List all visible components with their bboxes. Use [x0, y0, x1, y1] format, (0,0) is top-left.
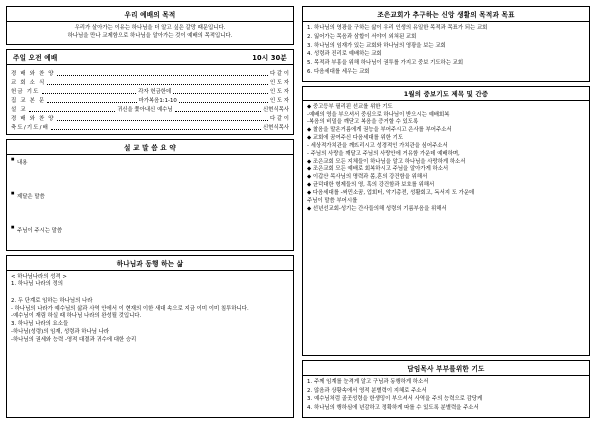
walking-item: 3. 하나님 나라의 요소들: [11, 320, 69, 327]
service-item-leader: 인 도 자: [269, 88, 290, 95]
prayer-topics-title: 1월의 중보기도 제목 및 간증: [303, 87, 589, 101]
sunday-service-box: [6, 49, 294, 135]
goal-text: 목적과 부흥을 위해 하나님이 권투를 가지고 중보 기도하는 교회: [314, 60, 464, 67]
service-item-leader: 다 같 이: [269, 115, 289, 122]
leader-dots: [51, 122, 261, 130]
service-item-leader: 다 같 이: [269, 70, 289, 77]
goal-text: 다음세대를 세우는 교회: [314, 68, 370, 75]
pastor-prayer-text: 않음과 상황속에서 영적 분별력이 지혜로 주소서: [314, 387, 427, 394]
service-row: [11, 104, 289, 113]
walking-with-god-body: [7, 271, 293, 348]
prayer-topics-body: [303, 101, 589, 217]
worship-purpose-line-1: 우리가 살아가는 이유는 하나님을 더 알고 싶은 갈망 때문입니다.: [74, 25, 226, 31]
sermon-summary-body: [7, 155, 293, 250]
service-item-leader: 신현식목사: [262, 106, 290, 113]
prayer-item: - 세상적가치관을 깨뜨리시고 성경적인 가치관을 심어주소서: [307, 142, 448, 149]
list-item: 2. 잃어가는 목음과 삼합이 서야이 외쳐된 교회: [307, 33, 417, 40]
worship-purpose-title: 우리 예배의 목적: [7, 7, 293, 22]
service-item-leader: 인 도 자: [269, 79, 289, 86]
sermon-field-label: ■ 주님이 주시는 말씀: [11, 226, 289, 234]
worship-purpose-line-2: 하나님을 만나 교제함으로 하나님을 알아가는 것이 예배의 목적입니다.: [67, 32, 233, 39]
leader-dots: [42, 86, 137, 94]
prayer-highlight: ◆ 중고등부 필리핀 선교를 위한 기도: [307, 103, 393, 110]
pastor-prayer-list: [307, 379, 585, 413]
leader-dots: [29, 104, 115, 112]
leader-dots: [57, 113, 268, 121]
pastor-prayer-body: [303, 376, 589, 417]
sermon-write-space[interactable]: [11, 179, 289, 192]
church-goals-title: 조은교회가 추구하는 신앙 생활의 목적과 목표: [303, 7, 589, 22]
prayer-item: ◆ 조은교회 모든 지체들이 하나님을 알고 하나님을 사랑하게 하소서: [307, 158, 466, 165]
sermon-write-space[interactable]: [11, 234, 289, 247]
list-item: 1. 주께 임계를 눈격게 알고 구님과 동행하게 하소서: [307, 378, 429, 385]
pastor-prayer-box: [302, 360, 590, 418]
service-item-detail: 귀신을 쫓아내신 예수님: [117, 106, 173, 113]
service-item-detail: 각자 헌금한데: [138, 88, 172, 95]
leader-dots: [179, 95, 268, 103]
prayer-item: ◆ 선년선교회-성기는 간사들의해 성령의 기름부음을 위해서: [307, 205, 447, 212]
worship-purpose-box: [6, 6, 294, 45]
pastor-prayer-text: 주께 임계를 눈격게 알고 구님과 동행하게 하소서: [314, 378, 429, 385]
prayer-item: -복음의 비밀을 깨닫고 복음을 증거할 수 있도록: [307, 119, 419, 126]
right-column: [302, 6, 590, 418]
left-column: [6, 6, 294, 418]
pastor-prayer-title: 담임목사 부부를위한 기도: [303, 361, 589, 376]
service-row: [11, 68, 289, 77]
church-goals-box: [302, 6, 590, 82]
walking-item: 1. 하나님 나라의 정의: [11, 281, 63, 288]
service-row: [11, 113, 289, 122]
sermon-field-label: ■ 제달은 말씀: [11, 192, 289, 200]
service-row: [11, 77, 289, 86]
list-item: 3. 예수님처럼 골곳성령을 한생밍이 부으셔서 사역을 주의 능력으로 감당케: [307, 396, 483, 403]
service-item-leader: 인 도 자: [269, 97, 289, 104]
list-item: 4. 성령과 진리로 예배하는 교회: [307, 51, 382, 58]
list-item: 2. 않음과 상황속에서 영적 분별력이 지혜로 주소서: [307, 387, 427, 394]
prayer-item: ◆ 조은교회 모든 예배로 회복하시고 주님을 알아가게 하소서: [307, 166, 449, 173]
sunday-service-title: 주일 오전 예배: [13, 53, 58, 62]
goal-text: 성령과 진리로 예배하는 교회: [314, 51, 382, 58]
service-item-detail: 마가복음1:1-10: [138, 97, 177, 104]
sermon-write-space[interactable]: [11, 200, 289, 213]
walking-item: -하나님(성령)의 임재, 성령과 하나님 나라: [11, 328, 110, 335]
walking-item: -예수님이 재림 하실 때 하나님 나라의 완성될 것입니다.: [11, 313, 142, 320]
walking-item: -하나님의 권세와 능력 -영적 대결과 귀수에 대한 승리: [11, 336, 137, 343]
prayer-item: 주님이 말씀 부어시를: [307, 197, 358, 204]
two-column-layout: [6, 6, 594, 418]
goal-text: 잃어가는 목음과 삼합이 서야이 외쳐된 교회: [314, 33, 417, 40]
sermon-write-space[interactable]: [11, 166, 289, 179]
walking-with-god-box: [6, 255, 294, 418]
prayer-item: ◆ 찰음을 말온거름에게 권능을 부어주시고 은사를 부어주소서: [307, 127, 452, 134]
pastor-prayer-text: 하나님의 행하심에 년감하고 정확하게 따를 수 있도록 분별력을 주소서: [314, 405, 479, 412]
walking-item: 2. 두 단계로 임하는 하나님의 나라: [11, 298, 93, 305]
service-item-label: 설 교: [11, 106, 27, 113]
list-item: 1. 하나님의 영광을 구하는 삶이 우리 인생의 유일한 목적과 목표가 되는 교회: [307, 25, 488, 31]
walking-item: - 하나님의 나라가 예수님의 삶과 사역 안에서 이 현재의 이한 새대 속으로 지금 이미 이미 침투하니다.: [11, 306, 249, 313]
leader-dots: [57, 68, 268, 76]
list-item: 5. 목적과 부흥을 위해 하나님이 권투를 가지고 중보 기도하는 교회: [307, 60, 464, 67]
sunday-service-header: [7, 50, 293, 65]
service-row: [11, 95, 289, 104]
service-item-label: 헌금 기도: [11, 88, 40, 95]
sunday-service-time: 10시 30분: [252, 53, 287, 62]
service-item-label: 경 배 와 찬 양: [11, 115, 55, 122]
leader-dots: [175, 104, 261, 112]
leader-dots: [173, 86, 268, 94]
worship-purpose-body: [7, 22, 293, 44]
service-item-label: 교 회 소 식: [11, 79, 46, 86]
sermon-summary-box: [6, 139, 294, 251]
goal-text: 하나님의 임재가 있는 교회와 하나님의 영광을 보는 교회: [314, 42, 446, 49]
sermon-summary-title: 설 교 말 씀 요 약: [7, 140, 293, 155]
church-goals-body: [303, 22, 589, 81]
leader-dots: [47, 95, 136, 103]
service-item-label: 경 배 와 찬 양: [11, 70, 55, 77]
list-item: 6. 다음세대를 세우는 교회: [307, 68, 370, 75]
walking-write-space[interactable]: [11, 289, 289, 298]
prayer-item: - 주님의 사랑을 깨달고 주님의 사랑안에 거유함 가운데 예배하며,: [307, 150, 460, 157]
prayer-item: ◆ 교회에 꿈여주신 다음세대를 위한 기도: [307, 135, 404, 142]
service-row: [11, 86, 289, 95]
sunday-service-order: [7, 65, 293, 134]
prayer-item: ◆ 다음세대를 -써민소꿈, 업회터, 악기총전, 성활회고, 독서지 도 가운데: [307, 189, 475, 196]
sermon-field-label: ■ 내용: [11, 158, 289, 166]
prayer-item: ◆ 균덕대한 형제들의 영, 혹의 강건함과 보호를 위해서: [307, 182, 435, 189]
service-item-label: 축도/기도/배: [11, 124, 50, 131]
walking-with-god-title: 하나님과 동행 하는 삶: [7, 256, 293, 271]
leader-dots: [47, 77, 268, 85]
prayer-topics-box: [302, 86, 590, 356]
service-row: [11, 122, 289, 131]
church-goals-list: [307, 25, 585, 76]
pastor-prayer-text: 예수님처럼 골곳성령을 한생밍이 부으셔서 사역을 주의 능력으로 감당케: [314, 396, 483, 403]
list-item: 3. 하나님의 임재가 있는 교회와 하나님의 영광을 보는 교회: [307, 42, 446, 49]
list-item: 4. 하나님의 행하심에 년감하고 정확하게 따를 수 있도록 분별력을 주소서: [307, 405, 479, 412]
goal-text: 하나님의 영광을 구하는 삶이 우리 인생의 유일한 목적과 목표가 되는 교회: [314, 25, 488, 31]
service-item-leader: 신현식목사: [262, 124, 289, 131]
prayer-item: ◆ 이갑산 목사님의 명력과 몸,혼의 강건함을 위해서: [307, 174, 428, 181]
sermon-write-space[interactable]: [11, 213, 289, 226]
walking-subtitle: < 하나님나라의 성격 >: [11, 273, 67, 280]
service-item-label: 집 교 본 문: [11, 97, 46, 104]
prayer-item: -예배의 영을 부으셔서 중심으로 하나님이 받으시는 예배회복: [307, 111, 450, 118]
